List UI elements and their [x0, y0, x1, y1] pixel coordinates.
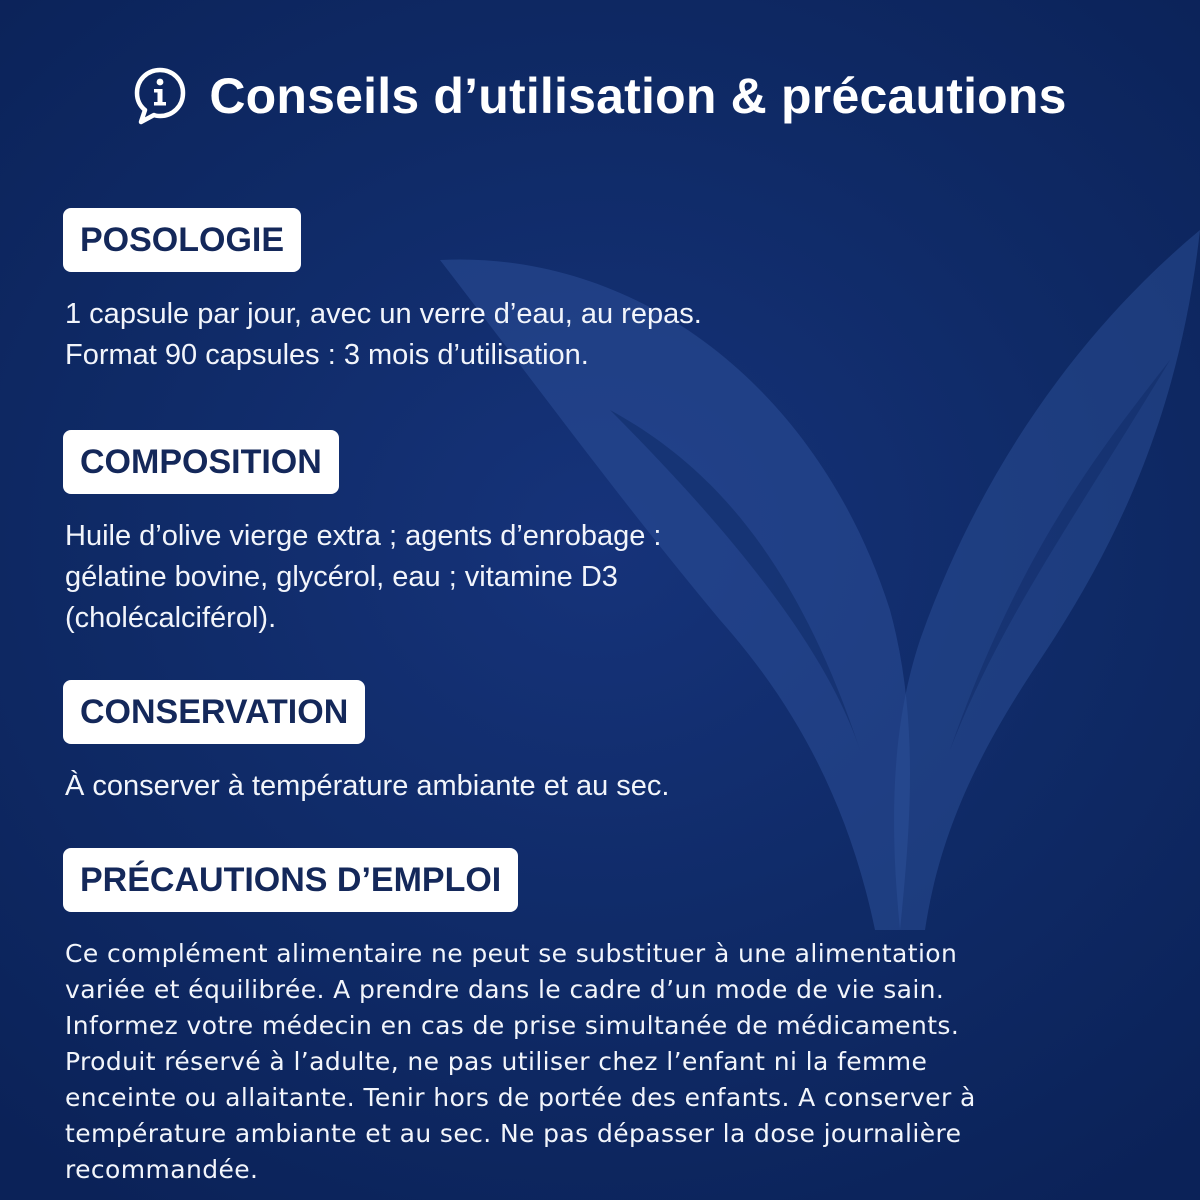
body-line: gélatine bovine, glycérol, eau ; vitamine D3	[65, 561, 618, 593]
section-posologie	[63, 208, 702, 376]
section-label-precautions: PRÉCAUTIONS D’EMPLOI	[63, 848, 518, 912]
body-line: variée et équilibrée. A prendre dans le cadre d’un mode de vie sain.	[65, 975, 945, 1004]
section-body-conservation	[63, 766, 669, 807]
body-line: Informez votre médecin en cas de prise simultanée de médicaments.	[65, 1011, 960, 1040]
section-label-posologie: POSOLOGIE	[63, 208, 301, 272]
body-line: température ambiante et au sec. Ne pas dépasser la dose journalière	[65, 1119, 962, 1148]
body-line: Format 90 capsules : 3 mois d’utilisation.	[65, 339, 589, 371]
body-line: Produit réservé à l’adulte, ne pas utiliser chez l’enfant ni la femme	[65, 1047, 928, 1076]
section-label-composition: COMPOSITION	[63, 430, 339, 494]
body-line: Huile d’olive vierge extra ; agents d’enrobage :	[65, 520, 662, 552]
section-composition	[63, 430, 661, 639]
page-header	[0, 66, 1200, 126]
body-line: enceinte ou allaitante. Tenir hors de portée des enfants. A conserver à	[65, 1083, 976, 1112]
section-body-posologie	[63, 294, 702, 376]
body-line: (cholécalciférol).	[65, 602, 277, 634]
body-line: recommandée.	[65, 1155, 259, 1184]
section-body-precautions	[63, 936, 1145, 1188]
section-conservation	[63, 680, 669, 807]
section-precautions	[63, 848, 1145, 1188]
section-label-conservation: CONSERVATION	[63, 680, 365, 744]
page-title: Conseils d’utilisation & précautions	[209, 68, 1067, 124]
section-body-composition	[63, 516, 661, 639]
body-line: 1 capsule par jour, avec un verre d’eau, au repas.	[65, 298, 702, 330]
info-chat-bubble-icon	[133, 66, 187, 126]
body-line: Ce complément alimentaire ne peut se substituer à une alimentation	[65, 939, 958, 968]
body-line: À conserver à température ambiante et au sec.	[65, 770, 670, 802]
